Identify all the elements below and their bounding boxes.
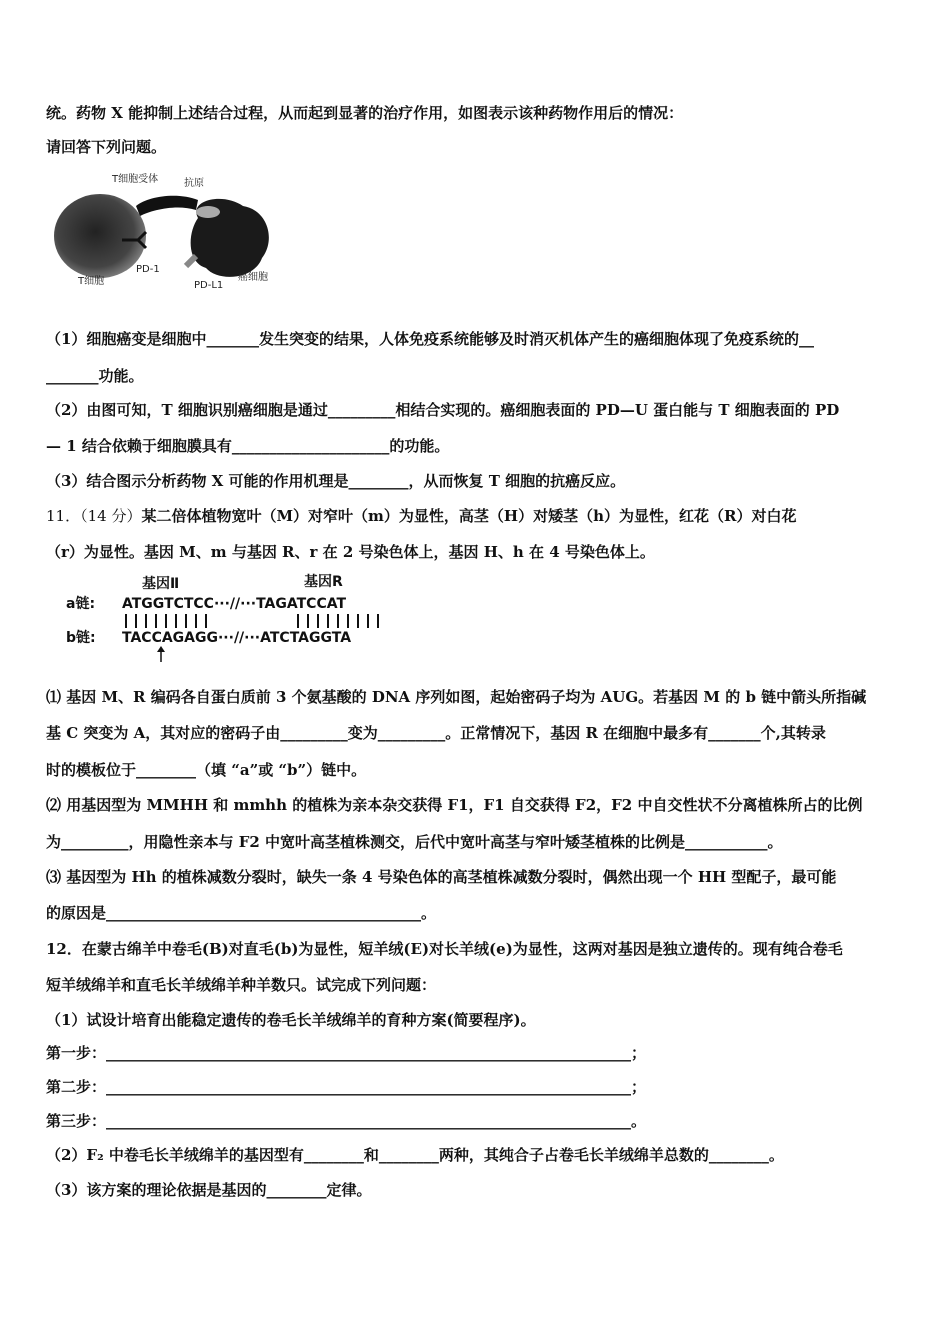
t-cell-receptor-shape — [136, 196, 198, 216]
intro-line-2: 请回答下列问题。 — [46, 138, 167, 156]
q11-number: 11．（14 分） — [46, 507, 142, 525]
q10-part1-line1: （1）细胞癌变是细胞中_______发生突变的结果，人体免疫系统能够及时消灭机体产生的癌细胞体现了免疫系统的__ — [46, 330, 814, 348]
dna-sequence-figure — [66, 572, 396, 664]
q10-part2-line1: （2）由图可知，T 细胞识别癌细胞是通过_________相结合实现的。癌细胞表面的 PD—U 蛋白能与 T 细胞表面的 PD — [46, 401, 840, 419]
label-t-cell: T细胞 — [78, 276, 105, 287]
q11-stem: 某二倍体植物宽叶（M）对窄叶（m）为显性，高茎（H）对矮茎（h）为显性，红花（R）对白花 — [141, 507, 797, 525]
q10-part1-line2: _______功能。 — [46, 367, 144, 385]
b-strand-sequence: TACCAGAGG···//···ATCTAGGTA — [122, 630, 352, 646]
q10-part3: （3）结合图示分析药物 X 可能的作用机理是________，从而恢复 T 细胞的抗癌反应。 — [46, 472, 626, 490]
q10-part2-line2: — 1 结合依赖于细胞膜具有_____________________的功能。 — [46, 437, 450, 455]
t-cell-cancer-cell-figure — [48, 170, 280, 292]
q12-part3: （3）该方案的理论依据是基因的________定律。 — [46, 1181, 372, 1199]
pdl1-shape — [186, 256, 196, 266]
q11-line1 — [46, 506, 796, 526]
q11-sub3-line2: 的原因是__________________________________________。 — [46, 904, 437, 922]
antigen-shape — [196, 206, 220, 218]
label-pd1: PD-1 — [136, 264, 160, 275]
label-t-receptor: T细胞受体 — [112, 174, 159, 185]
q12-line1: 12．在蒙古绵羊中卷毛(B)对直毛(b)为显性，短羊绒(E)对长羊绒(e)为显性，这两对基因是独立遗传的。现有纯合卷毛 — [46, 940, 843, 958]
q12-line2: 短羊绒绵羊和直毛长羊绒绵羊种羊数只。试完成下列问题： — [46, 976, 437, 994]
intro-line-1: 统。药物 X 能抑制上述结合过程，从而起到显著的治疗作用，如图表示该种药物作用后的情况： — [46, 104, 684, 122]
q11-line2: （r）为显性。基因 M、m 与基因 R、r 在 2 号染色体上，基因 H、h 在 4 号染色体上。 — [46, 543, 655, 561]
b-strand-label: b链: — [66, 630, 96, 646]
q12-step3: 第三步：______________________________________________________________________。 — [46, 1112, 647, 1130]
gene-r-label: 基因R — [304, 574, 343, 590]
q11-sub2-line1: ⑵ 用基因型为 MMHH 和 mmhh 的植株为亲本杂交获得 F1，F1 自交获得 F2，F2 中自交性状不分离植株所占的比例 — [46, 796, 863, 814]
label-antigen: 抗原 — [184, 178, 204, 189]
q11-sub1-line3: 时的模板位于________（填 “a”或 “b”）链中。 — [46, 761, 367, 779]
base-pair-lines — [126, 614, 378, 628]
q11-sub1-line1: ⑴ 基因 M、R 编码各自蛋白质前 3 个氨基酸的 DNA 序列如图，起始密码子均为 AUG。若基因 M 的 b 链中箭头所指碱 — [46, 688, 867, 706]
q12-step2: 第二步：______________________________________________________________________； — [46, 1078, 647, 1096]
a-strand-label: a链: — [66, 596, 96, 612]
q11-sub2-line2: 为_________，用隐性亲本与 F2 中宽叶高茎植株测交，后代中宽叶高茎与窄叶矮茎植株的比例是___________。 — [46, 833, 783, 851]
q12-part2: （2）F₂ 中卷毛长羊绒绵羊的基因型有________和________两种，其纯合子占卷毛长羊绒绵羊总数的________。 — [46, 1146, 784, 1164]
q12-step1: 第一步：______________________________________________________________________； — [46, 1044, 647, 1062]
gene-m-label: 基因Ⅱ — [142, 576, 180, 592]
label-cancer-cell: 癌细胞 — [238, 272, 268, 283]
q12-part1: （1）试设计培育出能稳定遗传的卷毛长羊绒绵羊的育种方案(简要程序)。 — [46, 1011, 536, 1029]
a-strand-sequence: ATGGTCTCC···//···TAGATCCAT — [122, 596, 347, 612]
label-pdl1: PD-L1 — [194, 280, 224, 291]
t-cell-shape — [54, 194, 146, 278]
q11-sub1-line2: 基 C 突变为 A，其对应的密码子由_________变为_________。正常情况下，基因 R 在细胞中最多有_______个,其转录 — [46, 724, 826, 742]
q11-sub3-line1: ⑶ 基因型为 Hh 的植株减数分裂时，缺失一条 4 号染色体的高茎植株减数分裂时，偶然出现一个 HH 型配子，最可能 — [46, 868, 837, 886]
mutation-arrow-icon — [157, 646, 165, 662]
